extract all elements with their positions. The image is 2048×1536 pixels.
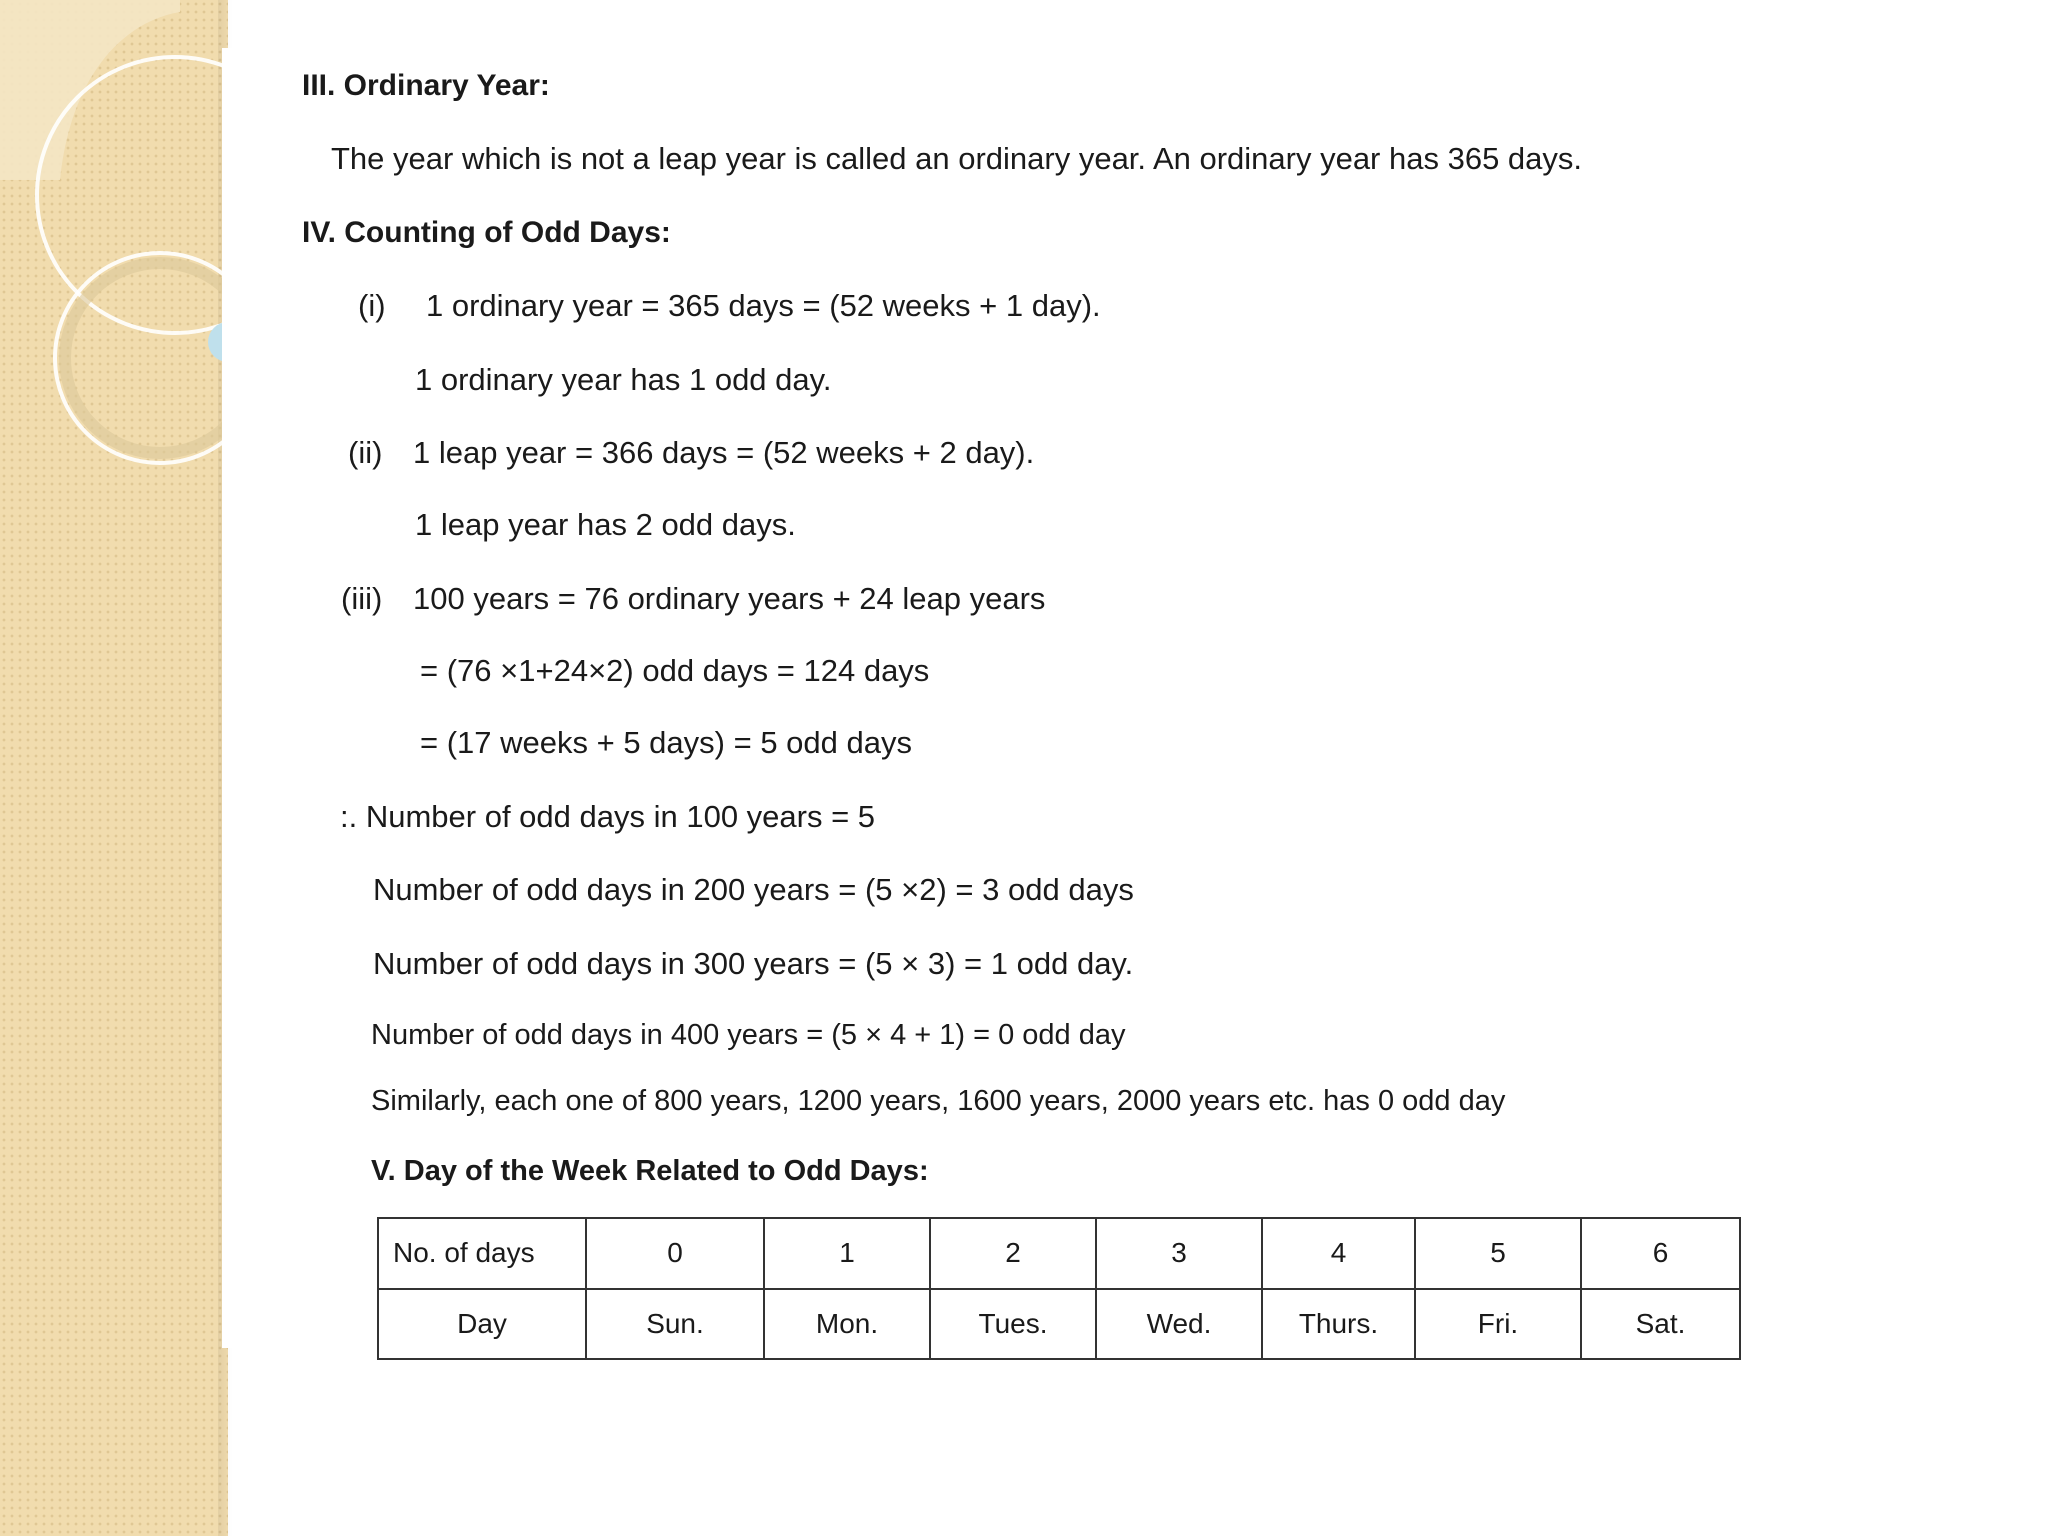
item-i bbox=[358, 288, 1101, 324]
table-cell: Sun. bbox=[586, 1289, 764, 1360]
odd-days-table bbox=[377, 1217, 1741, 1360]
ordinary-year-definition: The year which is not a leap year is called an ordinary year. An ordinary year has 365 days. bbox=[331, 141, 1583, 176]
result-300-years: Number of odd days in 300 years = (5 × 3) = 1 odd day. bbox=[373, 946, 1134, 981]
table-cell: 1 bbox=[764, 1218, 930, 1289]
result-200-years: Number of odd days in 200 years = (5 ×2) = 3 odd days bbox=[373, 872, 1134, 907]
table-cell: 4 bbox=[1262, 1218, 1415, 1289]
item-i-note: 1 ordinary year has 1 odd day. bbox=[415, 362, 832, 397]
item-iii-calculation-1: = (76 ×1+24×2) odd days = 124 days bbox=[420, 653, 930, 688]
item-i-text: 1 ordinary year = 365 days = (52 weeks + 1 day). bbox=[426, 288, 1101, 323]
table-cell: Tues. bbox=[930, 1289, 1096, 1360]
item-ii-text: 1 leap year = 366 days = (52 weeks + 2 day). bbox=[413, 435, 1035, 470]
decorative-circles bbox=[0, 0, 240, 500]
table-cell: 5 bbox=[1415, 1218, 1581, 1289]
table-cell: Thurs. bbox=[1262, 1289, 1415, 1360]
table-cell: 6 bbox=[1581, 1218, 1740, 1289]
item-iii-text: 100 years = 76 ordinary years + 24 leap years bbox=[413, 581, 1046, 616]
table-cell: 0 bbox=[586, 1218, 764, 1289]
table-row-number-of-days bbox=[378, 1218, 1740, 1289]
table-cell: Fri. bbox=[1415, 1289, 1581, 1360]
similarly-statement: Similarly, each one of 800 years, 1200 years, 1600 years, 2000 years etc. has 0 odd day bbox=[371, 1085, 1506, 1117]
heading-day-of-week: V. Day of the Week Related to Odd Days: bbox=[371, 1155, 929, 1187]
result-100-years: :. Number of odd days in 100 years = 5 bbox=[340, 799, 876, 834]
item-i-number: (i) bbox=[358, 288, 386, 323]
heading-counting-odd-days: IV. Counting of Odd Days: bbox=[302, 216, 671, 249]
table-cell: 3 bbox=[1096, 1218, 1262, 1289]
item-iii-calculation-2: = (17 weeks + 5 days) = 5 odd days bbox=[420, 725, 912, 760]
heading-ordinary-year: III. Ordinary Year: bbox=[302, 69, 550, 102]
table-header-day: Day bbox=[378, 1289, 586, 1360]
table-header-no-of-days: No. of days bbox=[378, 1218, 586, 1289]
item-ii-note: 1 leap year has 2 odd days. bbox=[415, 507, 796, 542]
item-iii-number: (iii) bbox=[341, 581, 383, 616]
table-cell: Wed. bbox=[1096, 1289, 1262, 1360]
table-cell: Sat. bbox=[1581, 1289, 1740, 1360]
table-cell: 2 bbox=[930, 1218, 1096, 1289]
table-row-day bbox=[378, 1289, 1740, 1360]
item-ii-number: (ii) bbox=[348, 435, 383, 470]
result-400-years: Number of odd days in 400 years = (5 × 4 + 1) = 0 odd day bbox=[371, 1019, 1126, 1051]
table-cell: Mon. bbox=[764, 1289, 930, 1360]
item-ii bbox=[348, 435, 1034, 471]
item-iii bbox=[341, 581, 1045, 617]
